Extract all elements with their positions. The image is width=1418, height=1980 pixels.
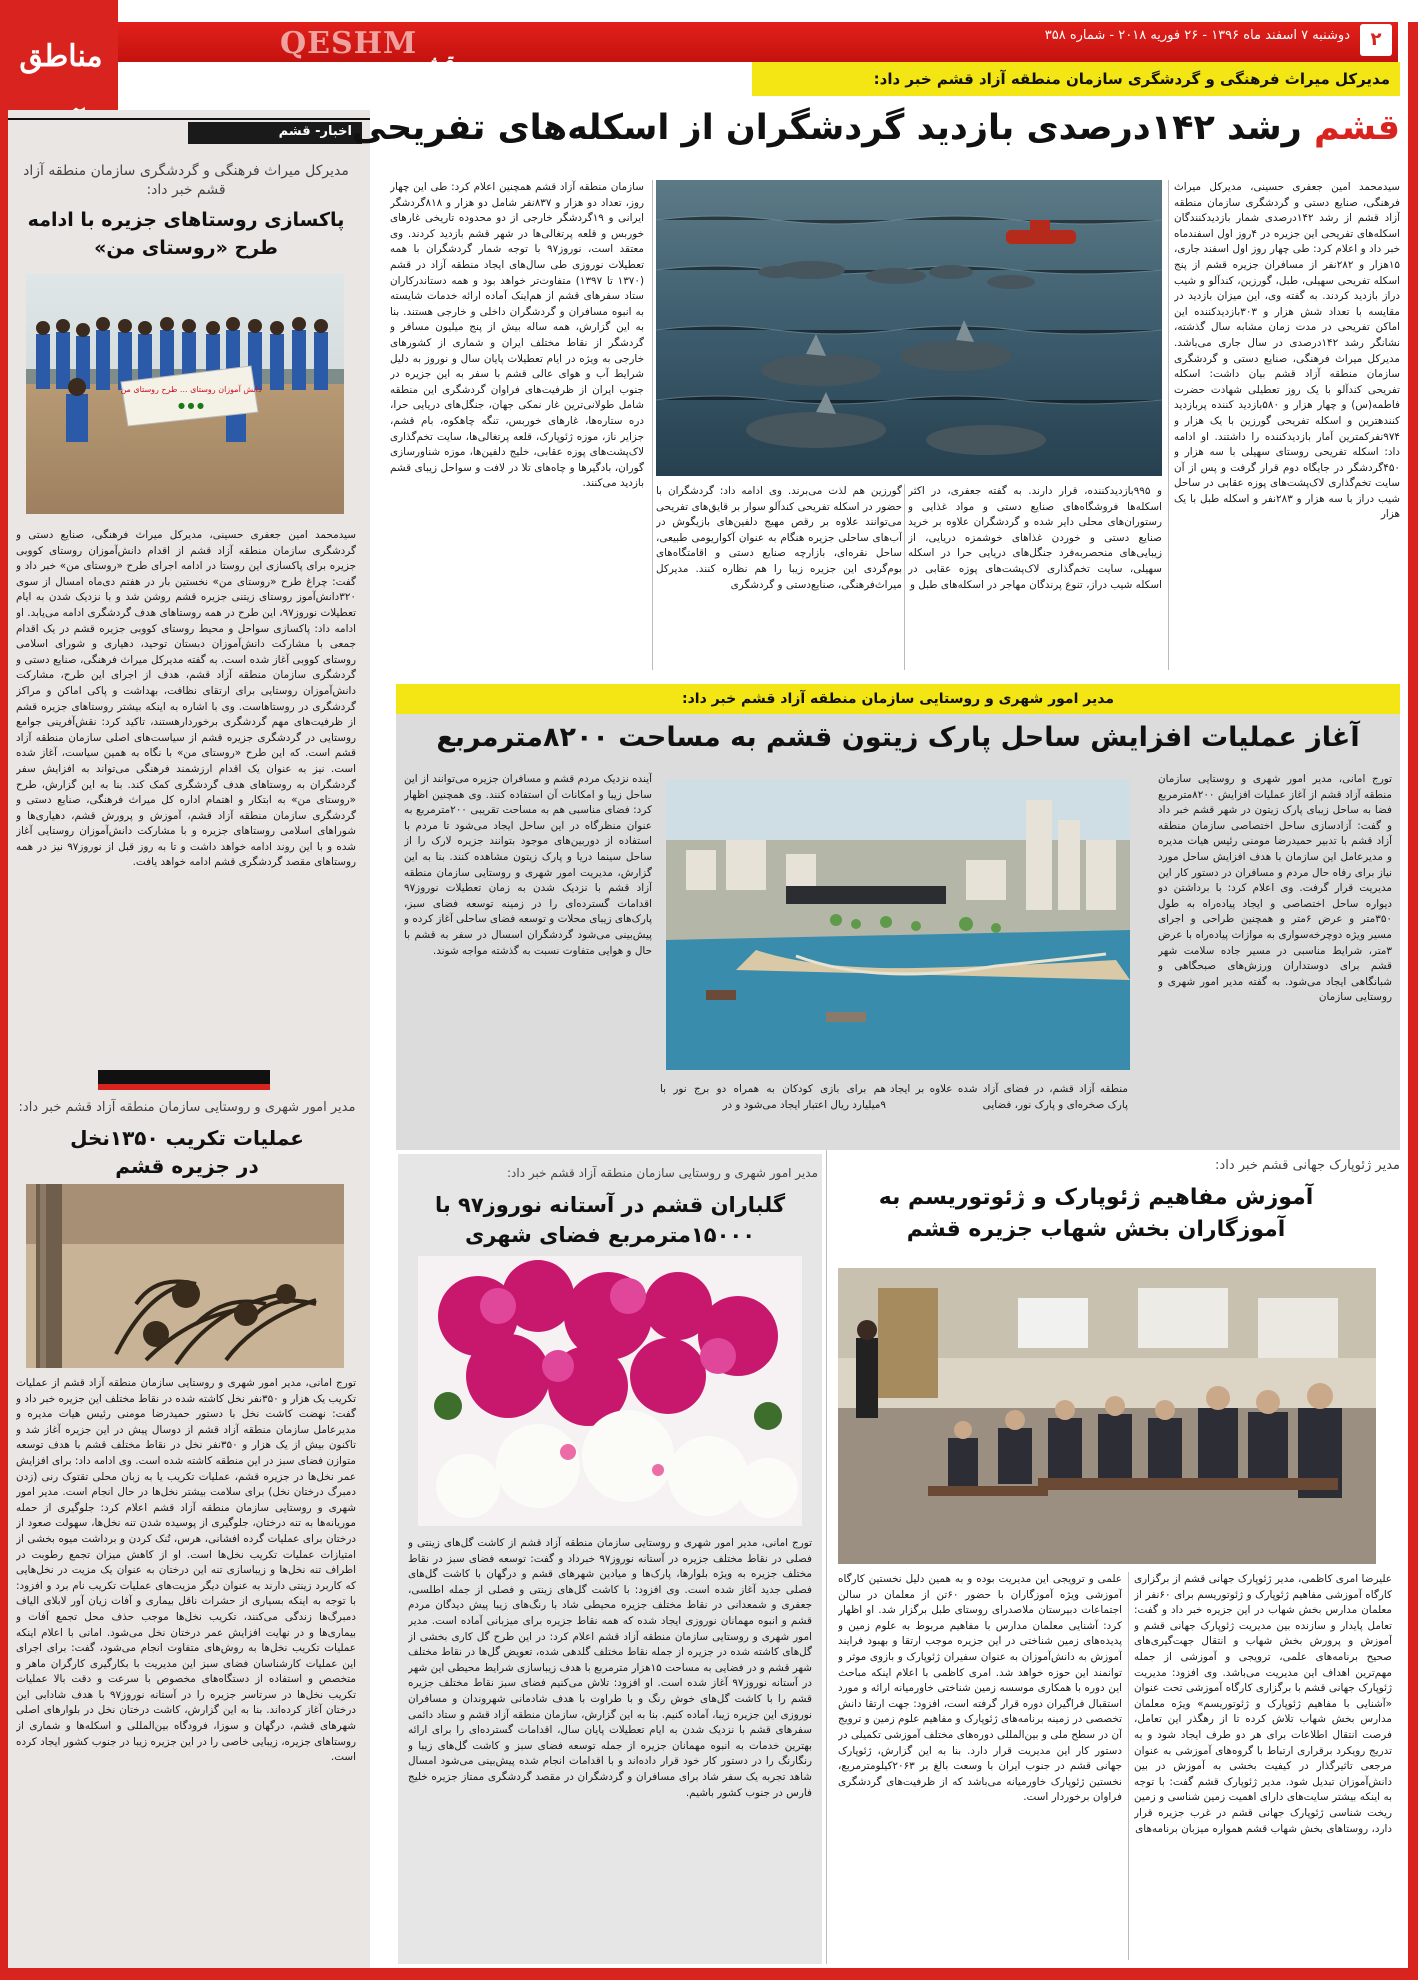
palm-tree-photo bbox=[26, 1184, 344, 1368]
right-border bbox=[1408, 22, 1418, 1980]
column-rule bbox=[652, 180, 653, 670]
park-headline: آغاز عملیات افزایش ساحل پارک زیتون قشم به مساحت ۸۲۰۰مترمربع bbox=[436, 722, 1360, 753]
lead-column-4: سازمان منطقه آزاد قشم همچنین اعلام کرد: طی این چهار روز، تعداد دو هزار و ۸۳۷نفر شامل دو هزار و ۸۱۸گردشگر ایرانی و ۱۹گردشگر خارجی از دو محدوده تاریخی غارهای خوربس و قلعه پرتغالی‌ها در شهر قشم بازدید کردند. وی معتقد است، نوروز۹۷ با توجه شمار گردشگران با همه تعطیلات نوروزی طی سال‌های ایجاد منطقه آزاد در قشم (۱۳۷۰ تا ۱۳۹۷) متفاوت‌تر خواهد بود و همه دستاندرکاران ستاد سفرهای قشم از هم‌اینک آماده ارائه خدمات شایسته به انبوه مسافران و گردشگران داخلی و خارجی هستند. بنا به این گزارش، همه ساله بیش از پنج میلیون مسافر و گردشگر از نقاط مختلف ایران و شماری از کشورهای خارجی به ویژه در ایام تعطیلات پایان سال و نوروز به دلیل شرایط آب و هوای عالی قشم با سفر به این جزیره در جنوب ایران از ظرفیت‌های فراوان گردشگری این منطقه شامل طولانی‌ترین غار نمکی جهان، جنگل‌های دریایی حرا، دره ستاره‌ها، غارهای خوربس، تنگه چاهکوه، بام قشم، جزایر ناز، موزه ژئوپارک، قلعه پرتغالی‌ها، سایت تخم‌گذاری لاک‌پشت‌های پوزه عقابی، خلیج دلفین‌ها، موزه شناورسازی گوران، بادگیرها و چاه‌های تلا در لافت و سواحل زیبای قشم بازدید می‌کنند. bbox=[390, 181, 644, 490]
sidebar-article2-body: تورج امانی، مدیر امور شهری و روستایی سازمان منطقه آزاد قشم از عملیات تکریب یک هزار و ۳۵۰نفر نخل کاشته شده در نقاط مختلف این جزیره خبر داد و گفت: نهضت کاشت نخل با دستور حمیدرضا مومنی رئیس هیات مدیره و مدیرعامل سازمان منطقه آزاد قشم از دوسال پیش در این جزیره آغاز شد و تاکنون بیش از یک هزار و ۳۵۰نفر نخل در نقاط مختلف قشم با هدف توسعه متوازن فضای سبز در این منطقه کاشته شده است. وی ادامه داد: برای افزایش عمر نخل‌ها در جزیره قشم، عملیات تکریب یا به زبان محلی تقتوک رنی (زدن دمبرگ درختان نخل) برای سلامت بیشتر نخل‌ها در حال انجام است. مدیر امور شهری و روستایی سازمان منطقه آزاد قشم اعلام کرد: جلوگیری از حمله موریانه‌ها به تنه درختان، جلوگیری از پوسیده شدن تنه نخل‌ها، سهولت صعود از درختان برای عملیات گرده افشانی، هرس، تُنک کردن و برداشت میوه بخشی از امتیازات عملیات تکریب نخل‌ها است. او از کاهش میزان تجمع رطوبت در اطراف تنه نخل‌ها و زیباسازی تنه این درختان به عنوان یک مزیت در نخل‌هایی که کاربرد زینتی دارند به عنوان دیگر مزیت‌های عملیات تکریب نام برد و افزود: با توجه به اینکه بسیاری از حشرات ناقل بیماری و آفات زیان آور لابلای الیاف دمبرگ‌ها زندگی می‌کنند، تکریب نخل‌ها موجب حذف محل تجمع آفات و بیماری‌ها و در نهایت افزایش عمر درختان نخل می‌شود. امانی با اعلام اینکه عملیات تکریب نخل‌ها به روش‌های متفاوت انجام می‌شود، گفت: برای اجرای این عملیات کارشناسان فضای سبز این مدیریت با بکارگیری کارگران ماهر و متخصص و استفاده از دستگاه‌های مخصوص با سرعت و دقت بالا عملیات تکریب نخل‌ها در سرتاسر جزیره را در آستانه نوروز۹۷ با هدف شادابی این درختان آغاز کرده‌اند. بنا به این گزارش، کاشت درختان نخل در بلوارهای اصلی شهرهای قشم، درگهان و سوزا، فرودگاه بین‌المللی و اسکله‌ها و شماری از روستاهای جزیره، زیبایی خاصی را در این جزیره زیبا در جنوب کشور ایجاد کرده است. bbox=[16, 1377, 356, 1764]
park-column-2: منطقه آزاد قشم، در فضای آزاد شده علاوه بر ایجاد پارک صخره‌ای و پارک نور، فضایی bbox=[890, 1083, 1128, 1111]
students-cleanup-photo bbox=[26, 274, 344, 514]
lead-headline-red: قشم bbox=[1314, 108, 1400, 148]
sidebar-article1-headline: پاکسازی روستاهای جزیره با ادامه طرح «روستای من» bbox=[27, 209, 345, 259]
dolphins-photo bbox=[656, 180, 1162, 476]
geopark-workshop-photo bbox=[838, 1268, 1376, 1564]
bougainvillea-kicker: مدیر امور شهری و روستایی سازمان منطقه آزاد قشم خبر داد: bbox=[506, 1166, 818, 1180]
lead-headline-text: رشد ۱۴۲درصدی بازدید گردشگران از اسکله‌های تفریحی bbox=[351, 108, 1302, 148]
geopark-column-2: علمی و ترویجی این مدیریت بوده و به همین دلیل نخستین کارگاه آموزشی ویژه آموزگاران با حضور ۶۰تن از معلمان در سالن اجتماعات دبیرستان ملاصدرای روستای طبل برگزار شد. او اظهار کرد: آشنایی معلمان مدارس با مفاهیم مربوط به علوم زمین و پدیده‌های زمین شناختی در این جزیره موجب ارتقا و بهبود فرایند آموزش به دانش‌آموزان به عنوان سفیران ژئوپارک و بازوی موثر و توانمند این حوزه خواهد شد. امری کاظمی با اعلام اینکه مباحث این دوره با همکاری موسسه زمین شناختی خاورمیانه ارائه و مورد استقبال فراگیران دوره قرار گرفته است، افزود: جهت ارتقا دانش تخصصی در زمینه برنامه‌های ژئوپارک و مفاهیم علوم زمین و ترویج آن در سطح ملی و بین‌المللی دوره‌های مختلف آموزشی تکمیلی در دستور کار این مدیریت قرار دارد. بنا به این گزارش، ژئوپارک جهانی قشم در جنوب ایران با وسعت بالغ بر ۲۰۶۳کیلومترمربع، نخستین ژئوپارک خاورمیانه می‌باشد که از ظرفیت‌های گردشگری فراوان برخوردار است. bbox=[838, 1573, 1122, 1804]
column-rule bbox=[1128, 1572, 1129, 1960]
bougainvillea-photo bbox=[418, 1256, 802, 1526]
bougainvillea-body: تورج امانی، مدیر امور شهری و روستایی سازمان منطقه آزاد قشم از کاشت گل‌های زینتی و فصلی در نقاط مختلف جزیره در آستانه نوروز۹۷ خبرداد و گفت: توسعه فضای سبز در نقاط مختلف جزیره به ویژه بلوارها، پارک‌ها و میادین شهرهای قشم و درگهان با کاشت گل‌های فصلی جدید آغاز شده است. وی افزود: با کاشت گل‌های زینتی و فصلی از جمله اطلسی، جعفری و شمعدانی در نقاط مختلف جزیره محیطی شاد با رنگ‌های زیبا پیش دیدگان مردم قشم و انبوه مهمانان نوروزی ایجاد شده که همه نقاط جزیره برای میزبانی آماده است. مدیر امور شهری و روستایی سازمان منطقه آزاد قشم اعلام کرد: در این طرح گل کاری بخشی از گل‌های کاشته شده در جزیره از جمله نقاط مختلف گلدهی شده، تعویض گل‌ها در نقاط مختلف شهر قشم و در فضایی به مساحت ۱۵هزار مترمربع با هدف زیباسازی شرایط محیطی این شهر در آستانه نوروز۹۷ آغاز شده است. او افزود: تلاش می‌کنیم فضای سبز نقاط مختلف جزیره قشم را با کاشت گل‌های خوش رنگ و با طراوت با هدف شادمانی شهروندان و مسافران نوروزی این جزیره زیبا، آماده کنیم. بنا به این گزارش، سازمان منطقه آزاد قشم و ستاد دائمی سفرهای قشم با نزدیک شدن به ایام تعطیلات پایان سال، اقدامات گسترده‌ای را برای ارائه بهترین خدمات به انبوه مهمانان جزیره از جمله توسعه فضای سبز و کاشت گل‌های زیبا و رنگارنگ را در دستور کار خود قرار داده‌اند و با اقدامات انجام شده پیش‌بینی می‌شود امسال شاهد تجربه یک سفر شاد برای مسافران و گردشگران در مقصد گردشگری ممتاز جزیره خلیج فارس در جنوب کشور باشیم. bbox=[408, 1537, 812, 1799]
lead-column-1: سیدمحمد امین جعفری حسینی، مدیرکل میراث فرهنگی، صنایع دستی و گردشگری سازمان منطقه آزاد قشم از رشد ۱۴۲درصدی شمار بازدیدکنندگان اسکله‌های تفریحی این جزیره در ۴روز اول اسفندماه خبر داد و اعلام کرد: طی چهار روز اول اسفند جاری، ۱۵هزار و ۲۸۲نفر از مسافران جزیره قشم از پنج اسکله تفریحی سهیلی، طبل، گورزین، کندآلو و شیب دراز بازدید کردند. به گفته وی، این میزان بازدید در مقایسه با تعداد شش هزار و ۳۰۳بازدیدکننده این اماکن تفریحی در مدت زمان مشابه سال گذشته، نشانگر رشد ۱۴۲درصدی در سال جاری می‌باشد. مدیرکل میراث فرهنگی، صنایع دستی و گردشگری سازمان منطقه آزاد قشم بیان داشت: اسکله تفریحی کندآلو با یک روز تعطیلی شهادت حضرت فاطمه(س) و چهار هزار و ۵۸۰بازدید کننده پربازدید کنندهترین و اسکله تفریحی گورزین با یک هزار و ۹۷۴نفرکمترین آمار بازدیدکننده را داشتند. او ادامه داد: اسکله تفریحی روستای سهیلی با سه هزار و ۴۵۰گردشگر در جایگاه دوم قرار گرفت و پس از آن سایت تخم‌گذاری لاک‌پشت‌های پوزه عقابی در ساحل شیب دراز با سه هزار و ۲۸۳نفر و اسکله طبل با یک هزار bbox=[1174, 181, 1400, 521]
bougainvillea-headline: گلباران قشم در آستانه نوروز۹۷ با ۱۵۰۰۰مترمربع فضای شهری bbox=[434, 1193, 786, 1247]
column-rule bbox=[904, 484, 905, 670]
bottom-border bbox=[0, 1968, 1418, 1980]
park-column-1: تورج امانی، مدیر امور شهری و روستایی سازمان منطقه آزاد قشم از آغاز عملیات افزایش ۸۲۰۰مترمربع فضا به ساحل زیبای پارک زیتون در شهر قشم خبر داد و گفت: آزادسازی ساحل اختصاصی سازمان منطقه آزاد قشم با تدبیر حمیدرضا مومنی رئیس هیات مدیره و مدیرعامل این سازمان با هدف افزایش ساحل مورد نیاز برای رفاه حال مردم و مسافران در دستور کار این مدیریت قرار گرفت. وی اعلام کرد: با برداشتن دو دیواره ساحل اختصاصی و ایجاد پیاده‌راه به طول ۳۵۰متر و عرض ۶متر و همچنین طراحی و اجرای مسیر ویژه دوچرخه‌سواری به موازات پیاده‌راه با عرض ۳متر، شرایط مناسبی در مسیر جاده سلامت شهر قشم برای دوستداران ورزش‌های صبحگاهی و شبانگاهی ایجاد می‌شود. به گفته مدیر امور شهری و روستایی سازمان bbox=[1158, 773, 1392, 1004]
sidebar-tag: اخبار- قشم bbox=[188, 122, 362, 144]
lead-column-3: گورزین هم لذت می‌برند. وی ادامه داد: گردشگران با حضور در اسکله تفریحی کندآلو سوار بر قایق‌های تفریحی می‌توانند علاوه بر رقص مهیج دلفین‌های بازیگوش در آب‌های ساحلی جزیره هنگام به عنوان آکواریومی طبیعی، ساحل نقره‌ای، بازارچه صنایع دستی و اقامتگاه‌های بوم‌گردی این جزیره زیبا را هم نظاره کنند. مدیرکل میراث‌فرهنگی، صنایع‌دستی و گردشگری bbox=[656, 485, 902, 591]
lead-column-2: و ۹۹۵بازدیدکننده، قرار دارند. به گفته جعفری، در اکثر اسکله‌ها فروشگاه‌های صنایع دستی و مواد غذایی و رستوران‌های محلی دایر شده و گردشگران علاوه بر خرید صنایع دستی و خوردن غذاهای خوشمزه دریایی، از زیبایی‌های منحصربه‌فرد جنگل‌های دریایی حرا در اسکله سهیلی، سایت تخم‌گذاری لاک‌پشت‌های پوزه عقابی در اسکله شیب دراز، تنوع پرندگان مهاجر در اسکله‌های طبل و bbox=[908, 485, 1162, 591]
publication-logo: مناطق bbox=[19, 39, 103, 74]
sidebar-article2-kicker: مدیر امور شهری و روستایی سازمان منطقه آزاد قشم خبر داد: bbox=[18, 1100, 356, 1115]
sidebar-article1-kicker: مدیرکل میراث فرهنگی و گردشگری سازمان منطقه آزاد قشم خبر داد: bbox=[23, 163, 349, 198]
sidebar-divider-red bbox=[98, 1084, 270, 1090]
park-column-3: هم برای بازی کودکان به همراه دو برج نور با ۹میلیارد ریال اعتبار ایجاد می‌شود و در bbox=[660, 1083, 886, 1111]
sidebar-divider-black bbox=[98, 1070, 270, 1084]
issue-info: دوشنبه ۷ اسفند ماه ۱۳۹۶ - ۲۶ فوریه ۲۰۱۸ - شماره ۳۵۸ bbox=[1044, 28, 1350, 43]
column-rule bbox=[1168, 180, 1169, 670]
sidebar-article1-body: سیدمحمد امین جعفری حسینی، مدیرکل میراث فرهنگی، صنایع دستی و گردشگری سازمان منطقه آزاد قشم از اقدام دانش‌آموزان روستای کووبی جزیره برای پاکسازی این روستا در ادامه اجرای طرح «روستای من» خبر داد و گفت: چراغ طرح «روستای من» نخستین بار در هفتم دی‌ماه امسال از سوی ۳۲۰دانش‌آموز روستای زیتنی جزیره قشم روشن شد و با نزدیک شدن به ایام تعطیلات نوروز۹۷، این طرح در همه روستاهای هدف گردشگری ادامه می‌یابد. او ادامه داد: پاکسازی سواحل و محیط روستای کووبی جزیره قشم در یک اقدام جمعی با مشارکت دانش‌آموزان دبستان توحید، دهیاری و شورای اسلامی روستای کووبی آغاز شده است. به گفته مدیرکل میراث فرهنگی، صنایع دستی و گردشگری سازمان منطقه آزاد قشم، هدف از اجرای این طرح، مشارکت دانش‌آموزان روستایی برای ارتقای نظافت، بهداشت و پاکی اماکن و مراکز گردشگری در روستاهاست. وی با اشاره به اینکه بیشتر روستاهای جزیره قشم از ظرفیت‌های مهم گردشگری برخوردارهستند، تاکید کرد: نقش‌آفرینی جوامع روستایی در گردشگری جزیره قشم از سیاست‌های اصلی سازمان منطقه آزاد قشم است. که این طرح «روستای من» با نگاه به همین سیاست، آغاز شده است. نیز به عنوان یک اقدام ارزشمند فرهنگی می‌تواند به افزایش سفر گردشگران به روستاهای هدف گردشگری کمک کند. بنا به این گزارش، طرح «روستای من» به ابتکار و اهتمام اداره کل میراث فرهنگی، صنایع دستی و گردشگری سازمان منطقه آزاد قشم، آموزش و پرورش قشم، دهیاری‌ها و شوراهای اسلامی روستاهای جزیره و با مشارکت دانش‌آموزان روستایی آغاز شده و با این روند ادامه خواهد داشت و تا به روز قبل از نوروز۹۷ نیز در همه روستاهای مقصد گردشگری قشم ادامه خواهد یافت. bbox=[16, 529, 356, 869]
park-column-4: آینده نزدیک مردم قشم و مسافران جزیره می‌توانند از این ساحل زیبا و امکانات آن استفاده کنند. وی همچنین اظهار کرد: فضای مناسبی هم به مساحت تقریبی ۲۰۰مترمربع به عنوان منظرگاه در این ساحل ایجاد می‌شود تا مردم با استفاده از دوربین‌های موجود بتوانند جزیره لارک را از ساحل سینما دریا و پارک زیتون مشاهده کنند. بنا به این گزارش، مدیریت امور شهری و روستایی سازمان منطقه آزاد قشم با نزدیک شدن به زمان تعطیلات نوروز۹۷ اقدامات گسترده‌ای را در زمینه توسعه فضای سبز، پارک‌های زیبای محلات و توسعه فضای ساحلی آغاز کرده و پیش‌بینی می‌شود گردشگران اسسال در سفر به قشم با حال و هوایی متفاوت نسبت به گذشته مواجه شوند. bbox=[404, 773, 652, 957]
lead-headline bbox=[351, 104, 1400, 152]
sidebar-article2-headline: عملیات تکریب ۱۳۵۰نخل در جزیره قشم bbox=[70, 1126, 304, 1178]
geopark-headline: آموزش مفاهیم ژئوپارک و ژئوتوریسم به آموزگاران بخش شهاب جزیره قشم bbox=[878, 1185, 1314, 1242]
lead-kicker: مدیرکل میراث فرهنگی و گردشگری سازمان منطقه آزاد قشم خبر داد: bbox=[752, 62, 1400, 96]
park-kicker: مدیر امور شهری و روستایی سازمان منطقه آزاد قشم خبر داد: bbox=[396, 684, 1400, 714]
geopark-column-1: علیرضا امری کاظمی، مدیر ژئوپارک جهانی قشم از برگزاری کارگاه آموزشی مفاهیم ژئوپارک و ژئوتوریسم برای ۶۰نفر از معلمان مدارس بخش شهاب در این جزیره خبر داد و گفت: تعامل پایدار و سازنده بین مدیریت ژئوپارک جهانی قشم و آموزش و پرورش بخش شهاب و انتقال جهت‌گیری‌های صحیح برنامه‌های علمی، ترویجی و آموزشی از جمله مهم‌ترین اهداف این مدیریت می‌باشد. وی افزود: مدیریت ژئوپارک جهانی قشم با برگزاری کارگاه آموزشی تحت عنوان «آشنایی با مفاهیم ژئوپارک و ژئوتوریسم» ویژه معلمان مدارس بخش شهاب تلاش کرده تا از رهگذر این تعامل، فرصت انتقال اطلاعات برای هر دو طرف ایجاد شود و به تدریج رویکرد برقراری ارتباط با گروه‌های آموزشی به عنوان مرجعی تاثیرگذار در کیفیت بخشی به آموزش در بین دانش‌آموزان تبدیل شود. مدیر ژئوپارک قشم گفت: با توجه به اینکه بیشتر سایت‌های دارای اهمیت زمین شناسی و زمین ریخت شناسی ژئوپارک جهانی قشم در غرب جزیره قرار دارد، روستاهای بخش شهاب قشم همواره میزبان برنامه‌های bbox=[1134, 1573, 1392, 1835]
svg-text:● ● ●: ● ● ● bbox=[177, 401, 205, 410]
geopark-kicker: مدیر ژئوپارک جهانی قشم خبر داد: bbox=[1215, 1158, 1400, 1173]
photo-banner-text: دانش آموزان روستای ... طرح روستای من bbox=[120, 385, 262, 394]
column-rule bbox=[826, 1150, 827, 1964]
left-border bbox=[0, 110, 8, 1980]
section-name-latin: QESHM bbox=[280, 26, 418, 61]
page-number: ۲ bbox=[1360, 24, 1392, 56]
section-name-fa: قشم bbox=[408, 52, 453, 77]
zeytoon-park-aerial-photo bbox=[666, 780, 1130, 1070]
